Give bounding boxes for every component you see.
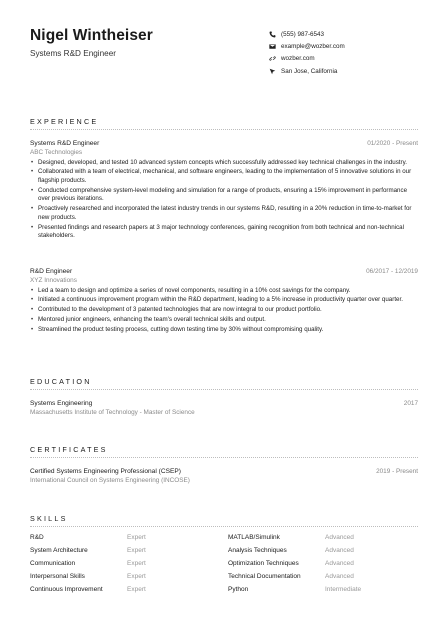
- link-icon: [268, 54, 277, 63]
- bullet-item: • Initiated a continuous improvement program within the R&D department, leading to a 5% increase in productivity quarter over quarter.: [30, 296, 418, 305]
- skill-row: [30, 560, 418, 573]
- experience-heading: EXPERIENCE: [30, 117, 99, 126]
- contact-email: [268, 40, 345, 52]
- skill-level: Intermediate: [325, 586, 362, 593]
- certificate-name: Certified Systems Engineering Professional (CSEP): [30, 468, 181, 475]
- skill-name: Technical Documentation: [228, 573, 301, 580]
- bullet-item: • Proactively researched and incorporated the latest industry trends in our systems R&D, resulting in a 20% reduction in time-to-market for new products.: [30, 205, 418, 222]
- skills-table: [30, 534, 418, 599]
- bullet-item: • Designed, developed, and tested 10 advanced system concepts which successfully addressed key technical challenges in the industry.: [30, 159, 418, 168]
- certificates-heading: CERTIFICATES: [30, 445, 108, 454]
- job-dates: 01/2020 - Present: [367, 140, 418, 147]
- skill-name: System Architecture: [30, 547, 88, 554]
- mail-icon: [268, 42, 277, 51]
- job-title: Systems R&D Engineer: [30, 140, 100, 147]
- graduation-year: 2017: [403, 400, 418, 407]
- experience-divider: [30, 129, 418, 130]
- job-entry: [30, 140, 418, 242]
- skill-level: Advanced: [325, 534, 354, 541]
- contact-phone-text: (555) 987-6543: [281, 30, 325, 38]
- job-bullets: [30, 159, 418, 242]
- certificate-issuer: International Council on Systems Engineering (INCOSE): [30, 476, 190, 484]
- skill-row: [30, 573, 418, 586]
- job-company: ABC Technologies: [30, 148, 83, 156]
- skill-name: Optimization Techniques: [228, 560, 299, 567]
- skills-divider: [30, 526, 418, 527]
- bullet-item: • Led a team to design and optimize a series of novel components, resulting in a 10% cost savings for the company.: [30, 287, 418, 296]
- education-entry: [30, 400, 418, 416]
- job-company: XYZ Innovations: [30, 276, 77, 284]
- skill-level: Advanced: [325, 547, 354, 554]
- contact-phone: [268, 28, 345, 40]
- bullet-item: • Streamlined the product testing process, cutting down testing time by 30% without compromising quality.: [30, 326, 418, 335]
- skill-level: Expert: [127, 586, 146, 593]
- candidate-name: Nigel Wintheiser: [30, 27, 153, 44]
- education-heading: EDUCATION: [30, 377, 92, 386]
- skill-name: Continuous Improvement: [30, 586, 103, 593]
- contact-location-text: San Jose, California: [281, 67, 338, 75]
- skill-name: Interpersonal Skills: [30, 573, 85, 580]
- skills-heading: SKILLS: [30, 514, 68, 523]
- skill-name: Analysis Techniques: [228, 547, 287, 554]
- contact-email-text[interactable]: example@wozber.com: [281, 42, 345, 50]
- location-icon: [268, 67, 277, 76]
- contact-website: [268, 53, 345, 65]
- certificate-dates: 2019 - Present: [376, 468, 418, 475]
- skill-level: Advanced: [325, 560, 354, 567]
- skill-level: Expert: [127, 573, 146, 580]
- skill-name: Python: [228, 586, 249, 593]
- contact-list: [268, 28, 345, 77]
- skill-name: Communication: [30, 560, 76, 567]
- school-name: Massachusetts Institute of Technology - Master of Science: [30, 408, 195, 416]
- contact-website-text[interactable]: wozber.com: [281, 55, 315, 63]
- bullet-item: • Contributed to the development of 3 patented technologies that are now integral to our product portfolio.: [30, 306, 418, 315]
- job-title: R&D Engineer: [30, 268, 73, 275]
- job-entry: [30, 268, 418, 336]
- skill-level: Expert: [127, 547, 146, 554]
- skill-level: Expert: [127, 560, 146, 567]
- bullet-item: • Mentored junior engineers, enhancing the team's overall technical skills and output.: [30, 316, 418, 325]
- bullet-item: • Presented findings and research papers at 3 major technology conferences, gaining recognition from both technical and non-technical stakeholders.: [30, 224, 418, 241]
- job-bullets: [30, 287, 418, 335]
- skill-level: Advanced: [325, 573, 354, 580]
- skill-row: [30, 547, 418, 560]
- certificate-entry: [30, 468, 418, 484]
- certificates-divider: [30, 457, 418, 458]
- skill-level: Expert: [127, 534, 146, 541]
- bullet-item: • Conducted comprehensive system-level modeling and simulation for a range of products, ensuring a 15% improvement in performance over previous iterations.: [30, 187, 418, 204]
- education-divider: [30, 389, 418, 390]
- phone-icon: [268, 30, 277, 39]
- degree-title: Systems Engineering: [30, 400, 93, 407]
- contact-location: [268, 65, 345, 77]
- skill-row: [30, 534, 418, 547]
- bullet-item: • Collaborated with a team of electrical, mechanical, and software engineers, leading to the implementation of 5 innovative solutions in our flagship products.: [30, 168, 418, 185]
- skill-name: R&D: [30, 534, 44, 541]
- candidate-role: Systems R&D Engineer: [30, 49, 117, 58]
- skill-name: MATLAB/Simulink: [228, 534, 280, 541]
- skill-row: [30, 586, 418, 599]
- job-dates: 06/2017 - 12/2019: [366, 268, 418, 275]
